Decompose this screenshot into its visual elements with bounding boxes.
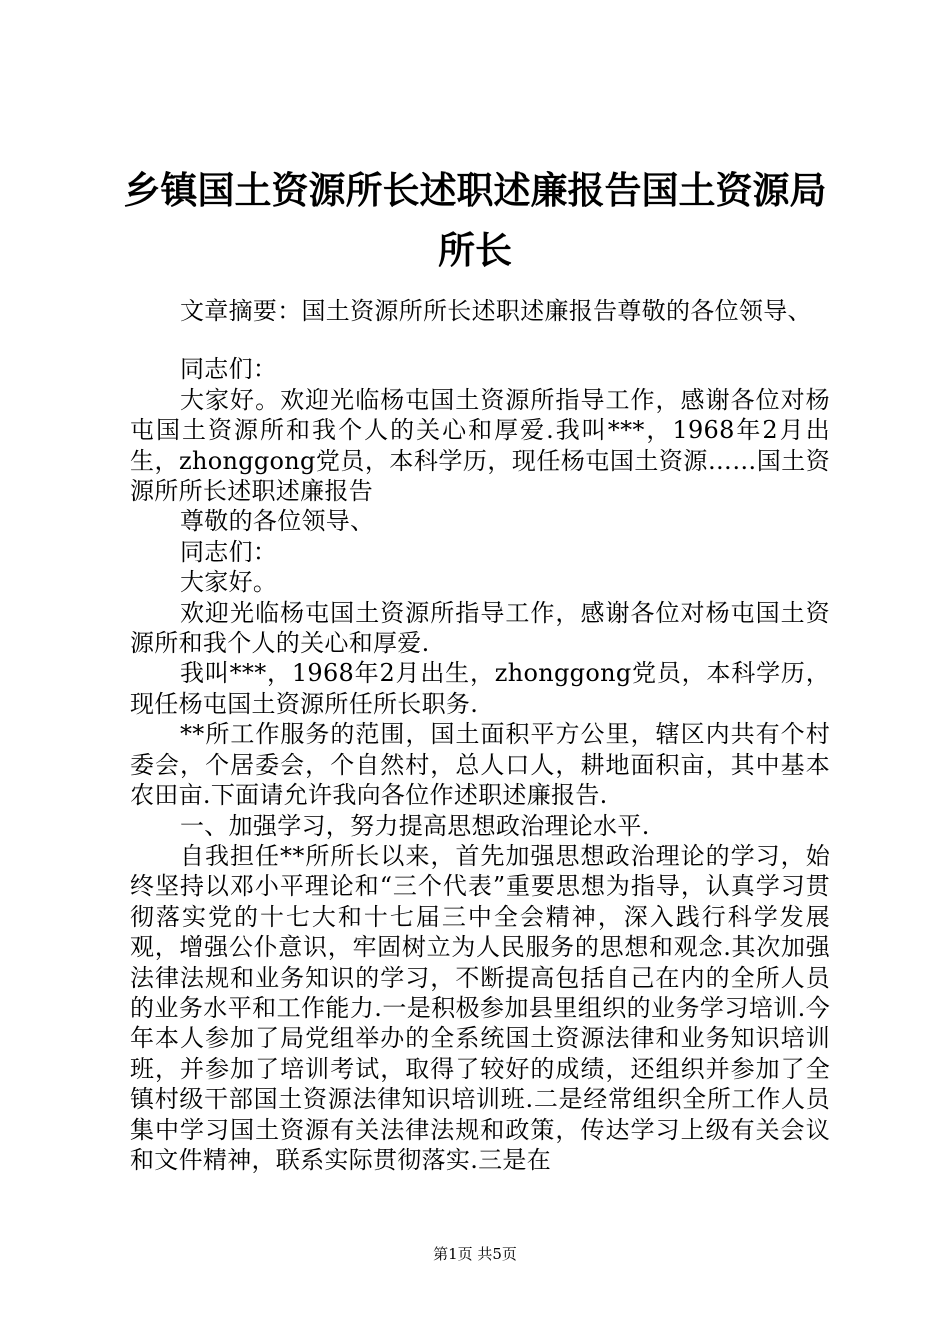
abstract-paragraph: 文章摘要：国土资源所所长述职述廉报告尊敬的各位领导、 xyxy=(180,297,812,325)
body-paragraph: 大家好。 xyxy=(180,568,278,597)
body-paragraph: 自我担任**所所长以来，首先加强思想政治理论的学习，始终坚持以邓小平理论和“三个代表”重要思想为指导，认真学习贯彻落实党的十七大和十七届三中全会精神，深入践行科学发展观，增强公仆意识，牢固树立为人民服务的思想和观念.其次加强法律法规和业务知识的学习，不断提高包括自己在内的全所人员的业务水平和工作能力.一是积极参加县里组织的业务学习培训.今年本人参加了局党组举办的全系统国土资源法律和业务知识培训班，并参加了培训考试，取得了较好的成绩，还组织并参加了全镇村级干部国土资源法律知识培训班.二是经常组织全所工作人员集中学习国土资源有关法律法规和政策，传达学习上级有关会议和文件精神，联系实际贯彻落实.三是在 xyxy=(130,841,830,1174)
body-paragraph: 尊敬的各位领导、 xyxy=(180,507,375,536)
body-paragraph: 同志们： xyxy=(180,355,278,384)
body-paragraph: **所工作服务的范围，国土面积平方公里，辖区内共有个村委会，个居委会，个自然村，总人口人，耕地面积亩，其中基本农田亩.下面请允许我向各位作述职述廉报告. xyxy=(130,720,830,810)
body-paragraph: 欢迎光临杨屯国土资源所指导工作，感谢各位对杨屯国土资源所和我个人的关心和厚爱. xyxy=(130,598,830,658)
body-paragraph: 同志们： xyxy=(180,537,278,566)
document-title: 乡镇国土资源所长述职述廉报告国土资源局所长 xyxy=(123,168,827,272)
page-number: 第1页 共5页 xyxy=(433,1245,517,1263)
section-heading: 一、加强学习，努力提高思想政治理论水平. xyxy=(180,811,650,840)
body-paragraph: 大家好。欢迎光临杨屯国土资源所指导工作，感谢各位对杨屯国土资源所和我个人的关心和厚爱.我叫***，1968年2月出生，zhonggong党员，本科学历，现任杨屯国土资源……国土资源所所长述职述廉报告 xyxy=(130,385,830,506)
body-paragraph: 我叫***，1968年2月出生，zhonggong党员，本科学历，现任杨屯国土资源所任所长职务. xyxy=(130,659,830,718)
document-body xyxy=(130,296,830,1175)
